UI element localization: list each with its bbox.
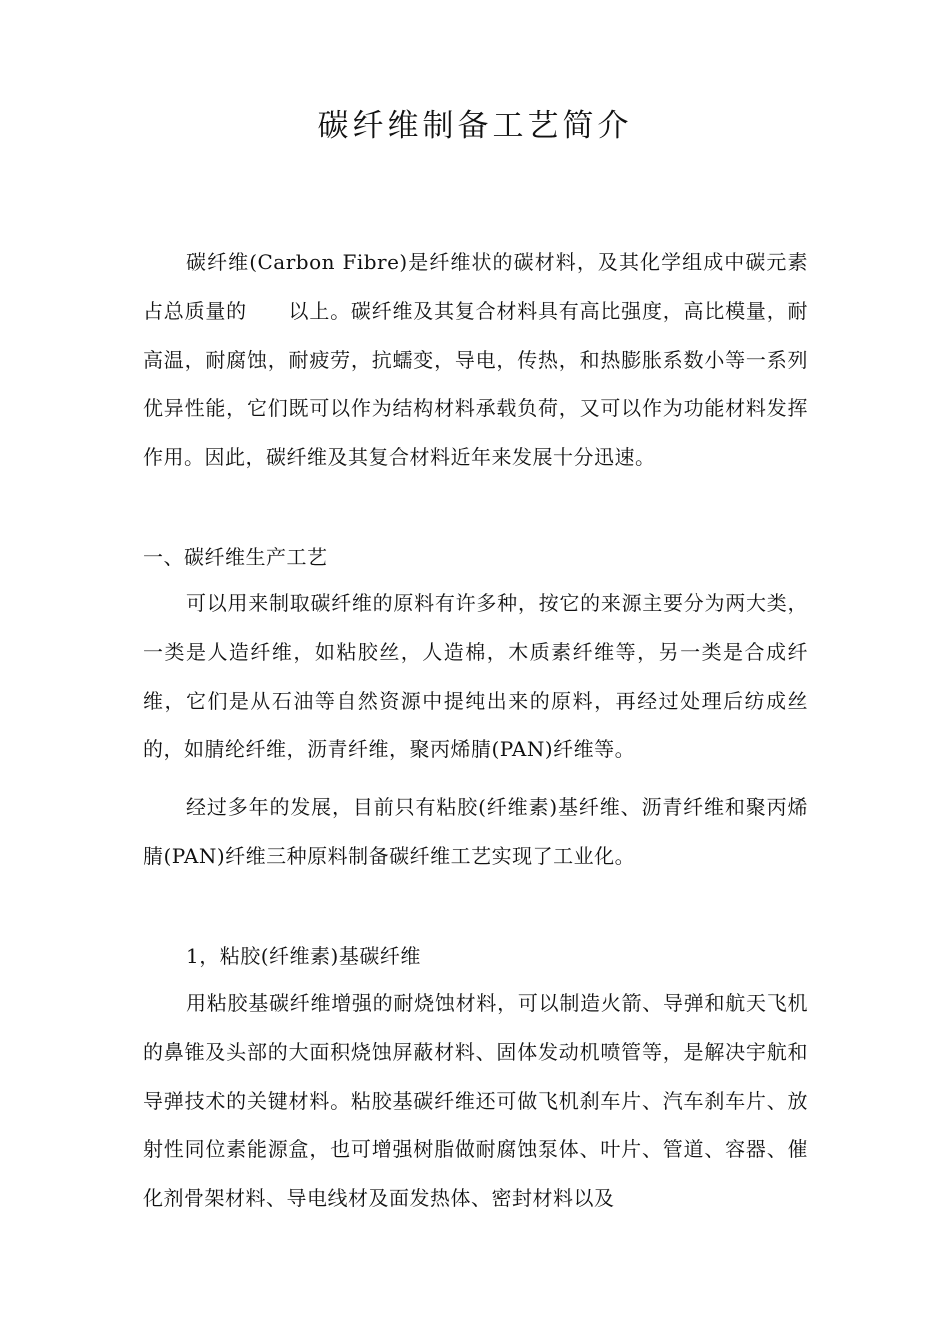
subsection-heading-viscose: 1，粘胶(纤维素)基碳纤维 bbox=[186, 944, 421, 968]
section-heading-production: 一、碳纤维生产工艺 bbox=[143, 545, 328, 569]
document-title: 碳纤维制备工艺简介 bbox=[317, 108, 633, 144]
intro-paragraph: 碳纤维(Carbon Fibre)是纤维状的碳材料，及其化学组成中碳元素占总质量的 以上。碳纤维及其复合材料具有高比强度，高比模量，耐高温，耐腐蚀，耐疲劳，抗蠕变，导电，传热，和热膨胀系数小等一系列优异性能，它们既可以作为结构材料承载负荷，又可以作为功能材料发挥作用。因此，碳纤维及其复合材料近年来发展十分迅速。 bbox=[143, 250, 808, 470]
section-paragraph-industrialization: 经过多年的发展，目前只有粘胶(纤维素)基纤维、沥青纤维和聚丙烯腈(PAN)纤维三种原料制备碳纤维工艺实现了工业化。 bbox=[143, 795, 808, 868]
subsection-paragraph-viscose-uses: 用粘胶基碳纤维增强的耐烧蚀材料，可以制造火箭、导弹和航天飞机的鼻锥及头部的大面积烧蚀屏蔽材料、固体发动机喷管等，是解决宇航和导弹技术的关键材料。粘胶基碳纤维还可做飞机刹车片、汽车刹车片、放射性同位素能源盒，也可增强树脂做耐腐蚀泵体、叶片、管道、容器、催化剂骨架材料、导电线材及面发热体、密封材料以及 bbox=[143, 991, 808, 1211]
section-paragraph-raw-materials: 可以用来制取碳纤维的原料有许多种，按它的来源主要分为两大类，一类是人造纤维，如粘胶丝，人造棉，木质素纤维等，另一类是合成纤维，它们是从石油等自然资源中提纯出来的原料，再经过处理后纺成丝的，如腈纶纤维，沥青纤维，聚丙烯腈(PAN)纤维等。 bbox=[143, 591, 808, 762]
